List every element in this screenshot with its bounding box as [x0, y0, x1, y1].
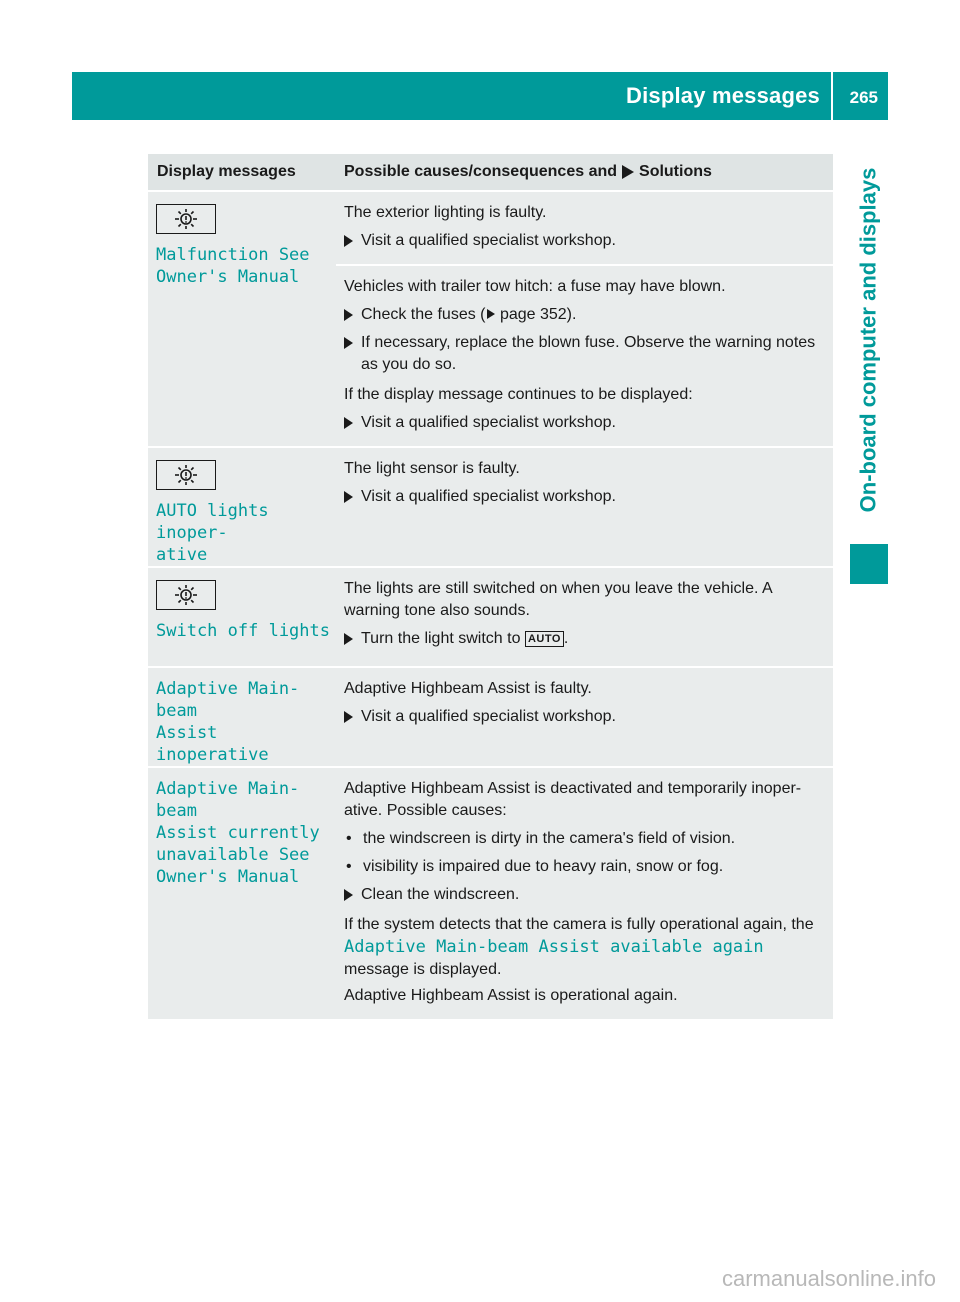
action-step: Visit a qualified specialist workshop. [344, 230, 825, 252]
cause-bullet: • visibility is impaired due to heavy rain, snow or fog. [344, 856, 825, 878]
action-arrow-icon [344, 337, 353, 349]
message-cell [148, 192, 336, 446]
display-message-line: Owner's Manual [156, 267, 300, 287]
action-step: Visit a qualified specialist workshop. [344, 412, 825, 434]
watermark: carmanualsonline.info [721, 1266, 936, 1291]
solution-cell [336, 768, 833, 1019]
action-arrow-icon [344, 417, 353, 429]
cause-bullet: • the windscreen is dirty in the camera's field of vision. [344, 828, 825, 850]
page-reference-icon [487, 309, 495, 319]
action-arrow-icon [622, 165, 634, 179]
table-row [148, 568, 833, 666]
message-cell [148, 668, 336, 766]
side-tab-label: On-board computer and displays [855, 167, 880, 513]
action-step: Visit a qualified specialist workshop. [344, 486, 825, 508]
solution-cell [336, 192, 833, 446]
bullet-dot-icon: • [346, 858, 352, 875]
action-arrow-icon [344, 711, 353, 723]
display-messages-table [148, 154, 833, 1019]
cause-text: Adaptive Highbeam Assist is faulty. [344, 680, 592, 697]
display-message-line: AUTO lights inoper‐ [156, 501, 269, 543]
column-header-solutions: Possible causes/consequences and Solutions [344, 163, 712, 180]
display-message-line: Adaptive Main-beam [156, 679, 300, 721]
action-arrow-icon [344, 633, 353, 645]
table-row [148, 668, 833, 766]
light-switch-auto-icon: AUTO [525, 631, 564, 647]
side-tab [848, 150, 888, 530]
solution-group [336, 668, 833, 744]
solution-cell [336, 448, 833, 566]
solution-cell [336, 568, 833, 666]
table-header [148, 154, 833, 190]
action-step: If necessary, replace the blown fuse. Observe the warning notes as you do so. [344, 332, 825, 376]
table-row [148, 448, 833, 566]
action-step: Check the fuses ( page 352). [344, 304, 825, 326]
page-header-bar [72, 72, 888, 120]
message-cell [148, 448, 336, 566]
solution-group [336, 192, 833, 264]
display-message-line: ative [156, 545, 208, 565]
exterior-lamp-warning-icon [156, 580, 216, 610]
display-message-line: Switch off lights [156, 621, 330, 641]
action-step: Clean the windscreen. [344, 884, 825, 906]
action-step: Turn the light switch to AUTO . [344, 628, 825, 650]
header-separator [831, 72, 833, 120]
bullet-dot-icon: • [346, 830, 352, 847]
exterior-lamp-warning-icon [156, 460, 216, 490]
cause-text: If the system detects that the camera is fully operational again, the Adaptive Main-beam Assist available again message is displayed. [344, 916, 814, 978]
cause-text: Adaptive Highbeam Assist is operational again. [344, 987, 678, 1004]
action-arrow-icon [344, 235, 353, 247]
message-cell [148, 568, 336, 666]
display-message-line: Malfunction See [156, 245, 310, 265]
page-section-title: Display messages [626, 83, 820, 108]
display-message-inline: Adaptive Main-beam Assist available again [344, 937, 764, 957]
cause-text: If the display message continues to be displayed: [344, 386, 693, 403]
message-cell [148, 768, 336, 1019]
cause-text: Adaptive Highbeam Assist is deactivated and temporarily inoper‐ ative. Possible causes: [344, 780, 802, 819]
cause-text: Vehicles with trailer tow hitch: a fuse may have blown. [344, 278, 726, 295]
display-message-line: unavailable See [156, 845, 310, 865]
side-tab-marker [850, 544, 888, 584]
solution-cell [336, 668, 833, 766]
action-arrow-icon [344, 309, 353, 321]
table-row [148, 192, 833, 446]
display-message-line: Adaptive Main-beam [156, 779, 300, 821]
display-message-line: Assist inoperative [156, 723, 269, 765]
display-message-line: Assist currently [156, 823, 320, 843]
column-header-messages: Display messages [157, 163, 296, 180]
action-arrow-icon [344, 889, 353, 901]
solution-group [336, 568, 833, 666]
solution-group [336, 448, 833, 524]
page-number: 265 [849, 88, 878, 107]
cause-text: The light sensor is faulty. [344, 460, 520, 477]
display-message-line: Owner's Manual [156, 867, 300, 887]
cause-text: The exterior lighting is faulty. [344, 204, 547, 221]
action-arrow-icon [344, 491, 353, 503]
table-row [148, 768, 833, 1019]
solution-group [336, 264, 833, 446]
solution-group [336, 768, 833, 1019]
page-reference-link[interactable]: page 352). [495, 306, 577, 323]
exterior-lamp-warning-icon [156, 204, 216, 234]
cause-text: The lights are still switched on when you leave the vehicle. A warning tone also sounds. [344, 580, 772, 619]
action-step: Visit a qualified specialist workshop. [344, 706, 825, 728]
